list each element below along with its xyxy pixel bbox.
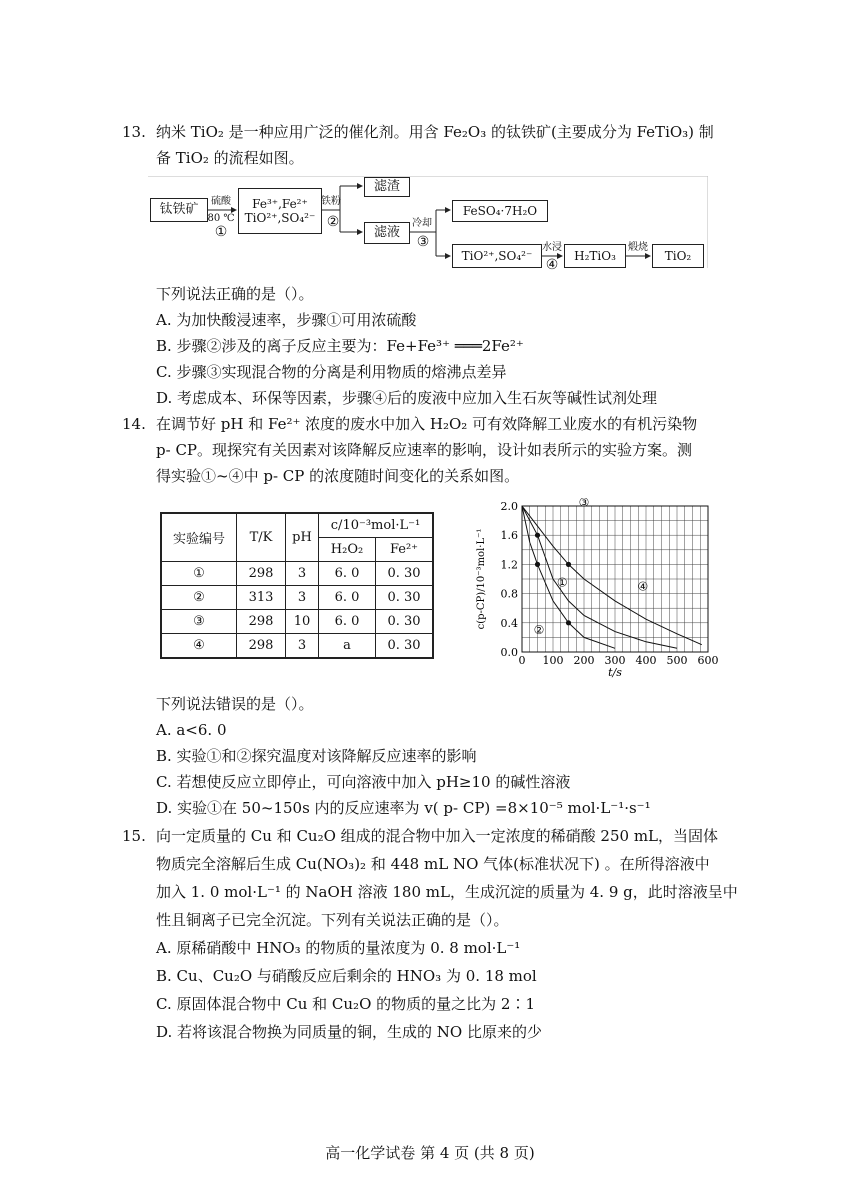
flow-step2: ②	[326, 214, 340, 230]
flow-crystal-box: FeSO₄·7H₂O	[452, 200, 548, 222]
q13-option-c: C. 步骤③实现混合物的分离是利用物质的熔沸点差异	[156, 363, 507, 381]
q14-option-c: C. 若想使反应立即停止，可向溶液中加入 pH≥10 的碱性溶液	[156, 773, 571, 791]
flow-ion-box	[238, 188, 322, 234]
th-h2o2: H₂O₂	[319, 538, 376, 562]
cell-temp: 298	[237, 634, 286, 659]
cell-id: ②	[161, 586, 237, 610]
q15-stem-line4: 性且铜离子已完全沉淀。下列有关说法正确的是（）。	[156, 911, 509, 929]
q14-question: 下列说法错误的是（）。	[156, 695, 314, 713]
flow-tio-box: TiO²⁺,SO₄²⁻	[452, 244, 542, 268]
flow-iron-label: 铁粉	[321, 196, 341, 207]
flow-step4: ④	[545, 257, 559, 273]
data-point	[535, 533, 540, 538]
flow-step1: ①	[214, 224, 228, 240]
th-temp: T/K	[237, 513, 286, 562]
flow-ion-box-line2: TiO²⁺,SO₄²⁻	[244, 211, 316, 225]
x-tick-label: 0	[518, 654, 526, 667]
q15-option-d: D. 若将该混合物换为同质量的铜，生成的 NO 比原来的少	[156, 1023, 542, 1041]
cell-ph: 3	[286, 586, 319, 610]
cell-fe: 0. 30	[376, 562, 434, 586]
cell-fe: 0. 30	[376, 610, 434, 634]
q15-stem-line1: 向一定质量的 Cu 和 Cu₂O 组成的混合物中加入一定浓度的稀硝酸 250 mL，当固体	[156, 827, 719, 845]
q14-stem-line3: 得实验①~④中 p- CP 的浓度随时间变化的关系如图。	[156, 467, 520, 485]
table-row	[161, 586, 433, 610]
x-tick-label: 300	[604, 654, 626, 667]
cell-id: ④	[161, 634, 237, 659]
q15-stem-line2: 物质完全溶解后生成 Cu(NO₃)₂ 和 448 mL NO 气体(标准状况下) 。在所得溶液中	[156, 855, 710, 873]
q13-stem-line1: 纳米 TiO₂ 是一种应用广泛的催化剂。用含 Fe₂O₃ 的钛铁矿(主要成分为 FeTiO₃) 制	[156, 123, 714, 141]
data-point	[566, 562, 571, 567]
q15-option-c: C. 原固体混合物中 Cu 和 Cu₂O 的物质的量之比为 2∶1	[156, 995, 535, 1013]
flow-cool-label: 冷却	[412, 218, 432, 229]
y-axis-label: c(p-CP)/10⁻³mol·L⁻¹	[476, 528, 487, 630]
concentration-chart	[470, 498, 720, 680]
cell-h2o2: 6. 0	[319, 586, 376, 610]
flow-filtrate-box: 滤液	[364, 222, 410, 244]
series-label: ④	[637, 579, 649, 594]
q14-option-a: A. a<6. 0	[156, 721, 227, 739]
series-label: ②	[533, 623, 545, 638]
cell-h2o2: 6. 0	[319, 562, 376, 586]
th-conc: c/10⁻³mol·L⁻¹	[319, 513, 434, 538]
experiment-table	[160, 512, 434, 659]
q13-option-b: B. 步骤②涉及的离子反应主要为：Fe+Fe³⁺ ═══2Fe²⁺	[156, 337, 524, 355]
q14-stem-line1: 在调节好 pH 和 Fe²⁺ 浓度的废水中加入 H₂O₂ 可有效降解工业废水的有机污染物	[156, 415, 698, 433]
series-label: ①	[556, 575, 568, 590]
cell-h2o2: a	[319, 634, 376, 659]
cell-fe: 0. 30	[376, 586, 434, 610]
flow-tio2-box: TiO₂	[652, 244, 704, 268]
cell-ph: 3	[286, 634, 319, 659]
th-id: 实验编号	[161, 513, 237, 562]
x-tick-label: 500	[666, 654, 688, 667]
q13-number: 13.	[122, 123, 146, 141]
flow-step3: ③	[416, 234, 430, 250]
series-label: ③	[578, 498, 590, 510]
q13-option-d: D. 考虑成本、环保等因素，步骤④后的废液中应加入生石灰等碱性试剂处理	[156, 389, 658, 407]
flow-ion-box-line1: Fe³⁺,Fe²⁺	[252, 197, 308, 211]
flow-temp-label: 80 ℃	[207, 213, 235, 224]
cell-h2o2: 6. 0	[319, 610, 376, 634]
table-row	[161, 562, 433, 586]
table-row	[161, 610, 433, 634]
y-tick-label: 2.0	[500, 500, 518, 513]
x-tick-label: 100	[542, 654, 564, 667]
series-line-④	[522, 506, 702, 645]
q14-number: 14.	[122, 415, 146, 433]
q15-option-b: B. Cu、Cu₂O 与硝酸反应后剩余的 HNO₃ 为 0. 18 mol	[156, 967, 537, 985]
cell-id: ③	[161, 610, 237, 634]
page-footer: 高一化学试卷 第 4 页 (共 8 页)	[325, 1144, 535, 1162]
cell-fe: 0. 30	[376, 634, 434, 659]
q14-option-b: B. 实验①和②探究温度对该降解反应速率的影响	[156, 747, 477, 765]
flow-ore-box: 钛铁矿	[150, 198, 208, 222]
q15-stem-line3: 加入 1. 0 mol·L⁻¹ 的 NaOH 溶液 180 mL，生成沉淀的质量为 4. 9 g，此时溶液呈中	[156, 883, 738, 901]
flow-h2tio3-box: H₂TiO₃	[564, 244, 626, 268]
q15-option-a: A. 原稀硝酸中 HNO₃ 的物质的量浓度为 0. 8 mol·L⁻¹	[156, 939, 521, 957]
q13-question: 下列说法正确的是（）。	[156, 285, 314, 303]
cell-temp: 298	[237, 562, 286, 586]
cell-ph: 3	[286, 562, 319, 586]
data-point	[566, 620, 571, 625]
cell-temp: 298	[237, 610, 286, 634]
data-point	[535, 562, 540, 567]
flow-residue-box: 滤渣	[364, 177, 410, 197]
q13-flowchart	[148, 176, 708, 272]
x-tick-label: 600	[697, 654, 719, 667]
q15-number: 15.	[122, 827, 146, 845]
y-tick-label: 0.4	[500, 616, 518, 630]
q13-stem-line2: 备 TiO₂ 的流程如图。	[156, 149, 304, 167]
q13-option-a: A. 为加快酸浸速率，步骤①可用浓硫酸	[156, 311, 417, 329]
table-row	[161, 634, 433, 659]
y-tick-label: 1.2	[500, 558, 518, 572]
y-tick-label: 1.6	[500, 529, 518, 543]
x-tick-label: 200	[573, 654, 595, 667]
flow-water-label: 水浸	[542, 242, 562, 253]
th-ph: pH	[286, 513, 319, 562]
x-tick-label: 400	[635, 654, 657, 667]
flow-acid-label: 硫酸	[211, 196, 231, 207]
y-tick-label: 0.0	[500, 646, 518, 659]
x-axis-label: t/s	[608, 666, 622, 679]
cell-temp: 313	[237, 586, 286, 610]
cell-ph: 10	[286, 610, 319, 634]
q14-option-d: D. 实验①在 50~150s 内的反应速率为 v( p- CP) =8×10⁻⁵ mol·L⁻¹·s⁻¹	[156, 799, 651, 817]
table-header-row	[161, 513, 433, 538]
q14-stem-line2: p- CP。现探究有关因素对该降解反应速率的影响，设计如表所示的实验方案。测	[156, 441, 693, 459]
y-tick-label: 0.8	[500, 587, 518, 601]
flow-calcine-label: 煅烧	[628, 242, 648, 253]
cell-id: ①	[161, 562, 237, 586]
th-fe: Fe²⁺	[376, 538, 434, 562]
